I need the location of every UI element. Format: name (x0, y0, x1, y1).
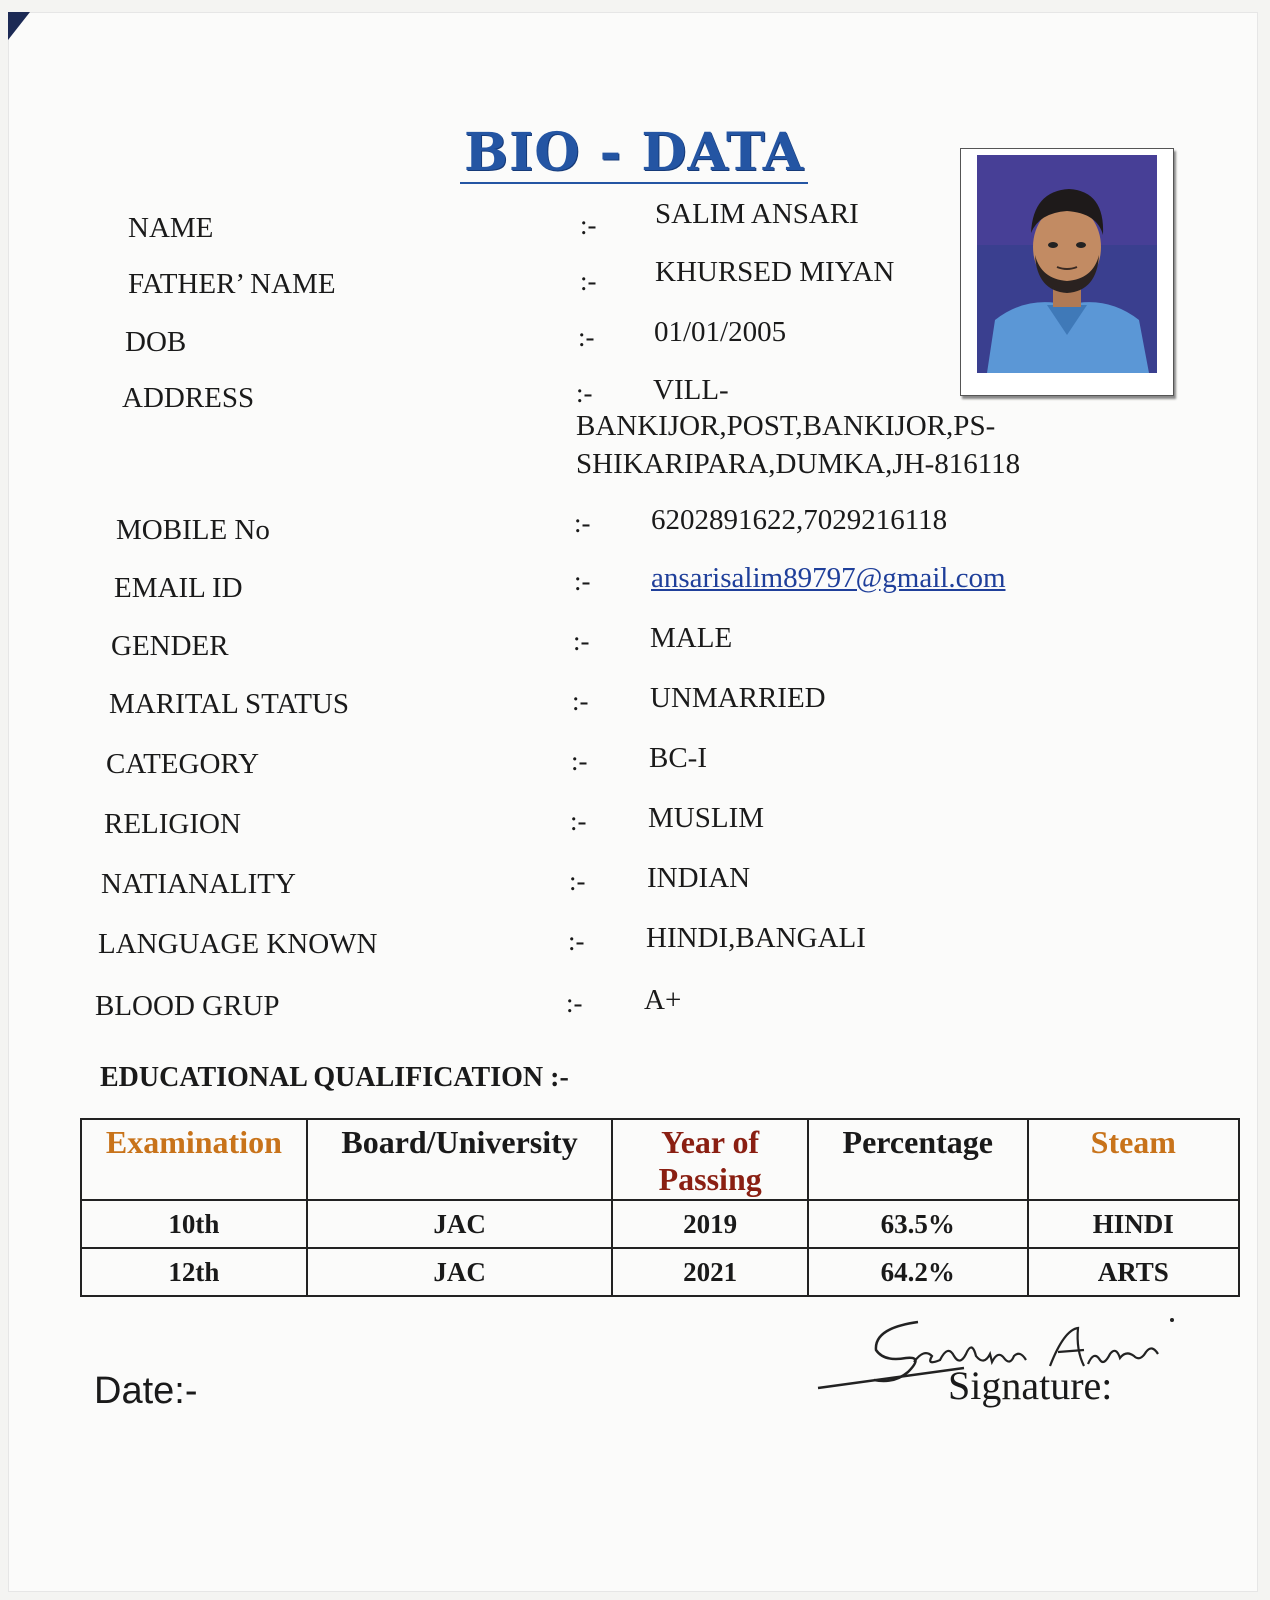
header-percentage: Percentage (808, 1119, 1028, 1200)
separator: :- (580, 266, 597, 296)
value-address-line3: SHIKARIPARA,DUMKA,JH-816118 (576, 448, 1021, 480)
separator: :- (572, 686, 589, 716)
separator: :- (569, 866, 586, 896)
cell-board: JAC (307, 1200, 613, 1248)
label-religion: RELIGION (104, 808, 241, 840)
value-category: BC-I (649, 742, 707, 774)
label-father-name: FATHER’ NAME (128, 268, 336, 300)
label-address: ADDRESS (122, 382, 255, 414)
value-blood-group: A+ (644, 984, 682, 1016)
separator: :- (573, 626, 590, 656)
cell-exam: 10th (81, 1200, 307, 1248)
cell-exam: 12th (81, 1248, 307, 1296)
value-marital-status: UNMARRIED (650, 682, 826, 714)
biodata-page (8, 12, 1258, 1592)
value-email-link[interactable]: ansarisalim89797@gmail.com (651, 562, 1006, 594)
signature-label: Signature: (948, 1363, 1113, 1408)
label-language: LANGUAGE KNOWN (98, 928, 378, 960)
value-father-name: KHURSED MIYAN (655, 256, 895, 288)
separator: :- (580, 210, 597, 240)
cell-year: 2021 (612, 1248, 808, 1296)
cell-percentage: 64.2% (808, 1248, 1028, 1296)
header-stream: Steam (1028, 1119, 1239, 1200)
value-nationality: INDIAN (647, 862, 751, 894)
separator: :- (568, 926, 585, 956)
label-blood-group: BLOOD GRUP (95, 990, 280, 1022)
value-mobile: 6202891622,7029216118 (651, 504, 948, 536)
label-nationality: NATIANALITY (101, 868, 296, 900)
page-title: BIO - DATA (460, 124, 808, 184)
cell-stream: ARTS (1028, 1248, 1239, 1296)
profile-photo (960, 148, 1174, 396)
separator: :- (574, 566, 591, 596)
cell-board: JAC (307, 1248, 613, 1296)
cell-year: 2019 (612, 1200, 808, 1248)
label-name: NAME (128, 212, 214, 244)
separator: :- (570, 806, 587, 836)
education-table (80, 1118, 1240, 1297)
value-dob: 01/01/2005 (654, 316, 787, 348)
value-address-line2: BANKIJOR,POST,BANKIJOR,PS- (576, 410, 996, 442)
header-examination: Examination (81, 1119, 307, 1200)
separator: :- (574, 508, 591, 538)
date-label: Date:- (94, 1370, 198, 1412)
cell-stream: HINDI (1028, 1200, 1239, 1248)
value-gender: MALE (650, 622, 733, 654)
label-gender: GENDER (111, 630, 229, 662)
profile-photo-icon (977, 155, 1157, 373)
table-header-row (81, 1119, 1239, 1200)
header-year: Year of Passing (612, 1119, 808, 1200)
label-email: EMAIL ID (114, 572, 243, 604)
page-corner-shadow (8, 12, 38, 42)
education-heading: EDUCATIONAL QUALIFICATION :- (100, 1062, 569, 1093)
separator: :- (571, 746, 588, 776)
value-religion: MUSLIM (648, 802, 765, 834)
label-mobile: MOBILE No (116, 514, 270, 546)
label-dob: DOB (125, 326, 187, 358)
label-marital-status: MARITAL STATUS (109, 688, 349, 720)
header-board: Board/University (307, 1119, 613, 1200)
cell-percentage: 63.5% (808, 1200, 1028, 1248)
separator: :- (566, 988, 583, 1018)
separator: :- (576, 378, 593, 408)
table-row (81, 1200, 1239, 1248)
table-row (81, 1248, 1239, 1296)
value-language: HINDI,BANGALI (646, 922, 866, 954)
label-category: CATEGORY (106, 748, 260, 780)
value-address-line1: VILL- (653, 374, 729, 406)
separator: :- (578, 322, 595, 352)
value-name: SALIM ANSARI (655, 198, 859, 230)
